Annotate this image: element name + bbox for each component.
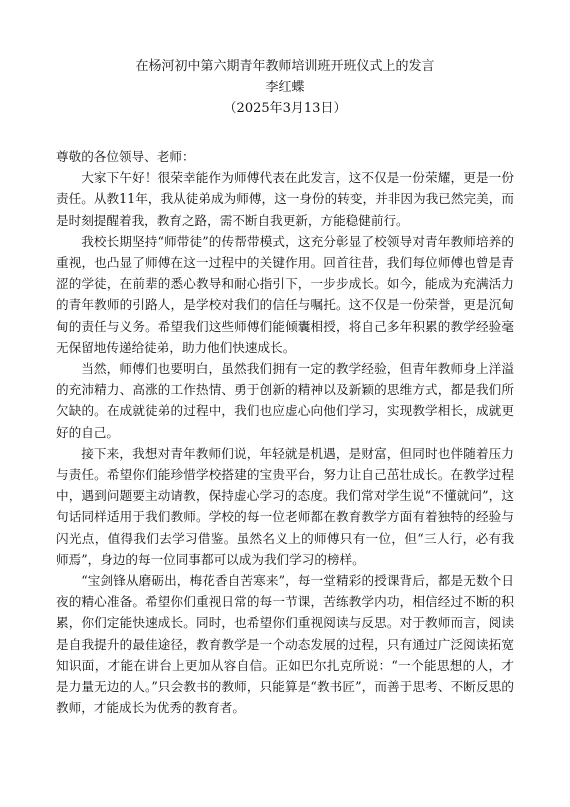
paragraph: 当然，师傅们也要明白，虽然我们拥有一定的教学经验，但青年教师身上洋溢的充沛精力、高涨的工作热情、勇于创新的精神以及新颖的思维方式，都是我们所欠缺的。在成就徒弟的过程中，我们也应虚心向他们学习，实现教学相长，成就更好的自己。 bbox=[56, 361, 514, 440]
document-title: 在杨河初中第六期青年教师培训班开班仪式上的发言 bbox=[135, 59, 435, 74]
author-name: 李红蝶 bbox=[265, 80, 305, 95]
paragraph: 我校长期坚持“师带徒”的传帮带模式，这充分彰显了校领导对青年教师培养的重视，也凸显了师傅在这一过程中的关键作用。回首往昔，我们每位师傅也曾是青涩的学徒，在前辈的悉心教导和耐心指引下，一步步成长。如今，能成为充满活力的青年教师的引路人，是学校对我们的信任与嘱托。这不仅是一份荣誉，更是沉甸甸的责任与义务。希望我们这些师傅们能倾囊相授，将自己多年积累的教学经验毫无保留地传递给徒弟，助力他们快速成长。 bbox=[56, 233, 514, 355]
paragraph: “宝剑锋从磨砺出，梅花香自苦寒来”，每一堂精彩的授课背后，都是无数个日夜的精心准备。希望你们重视日常的每一节课，苦练教学内功，相信经过不断的积累，你们定能快速成长。同时，也希望你们重视阅读与反思。对于教师而言，阅读是自我提升的最佳途径，教育教学是一个动态发展的过程，只有通过广泛阅读拓宽知识面，才能在讲台上更加从容自信。正如巴尔扎克所说：“一个能思想的人，才是力量无边的人。”只会教书的教师，只能算是“教书匠”，而善于思考、不断反思的教师，才能成长为优秀的教育者。 bbox=[56, 573, 514, 716]
speech-body bbox=[56, 146, 514, 718]
paragraph: 接下来，我想对青年教师们说，年轻就是机遇，是财富，但同时也伴随着压力与责任。希望你们能珍惜学校搭建的宝贵平台，努力让自己茁壮成长。在教学过程中，遇到问题要主动请教，保持虚心学习的态度。我们常对学生说“不懂就问”，这句话同样适用于我们教师。学校的每一位老师都在教育教学方面有着独特的经验与闪光点，值得我们去学习借鉴。虽然名义上的师傅只有一位，但“三人行，必有我师焉”，身边的每一位同事都可以成为我们学习的榜样。 bbox=[56, 445, 514, 567]
speech-date: （2025年3月13日） bbox=[223, 101, 347, 116]
paragraph: 大家下午好！很荣幸能作为师傅代表在此发言，这不仅是一份荣耀，更是一份责任。从教11年，我从徒弟成为师傅，这一身份的转变，并非因为我已然完美，而是时刻提醒着我，教育之路，需不断自我更新，方能稳健前行。 bbox=[56, 170, 514, 228]
header-block bbox=[0, 56, 570, 119]
salutation: 尊敬的各位领导、老师： bbox=[56, 149, 195, 164]
